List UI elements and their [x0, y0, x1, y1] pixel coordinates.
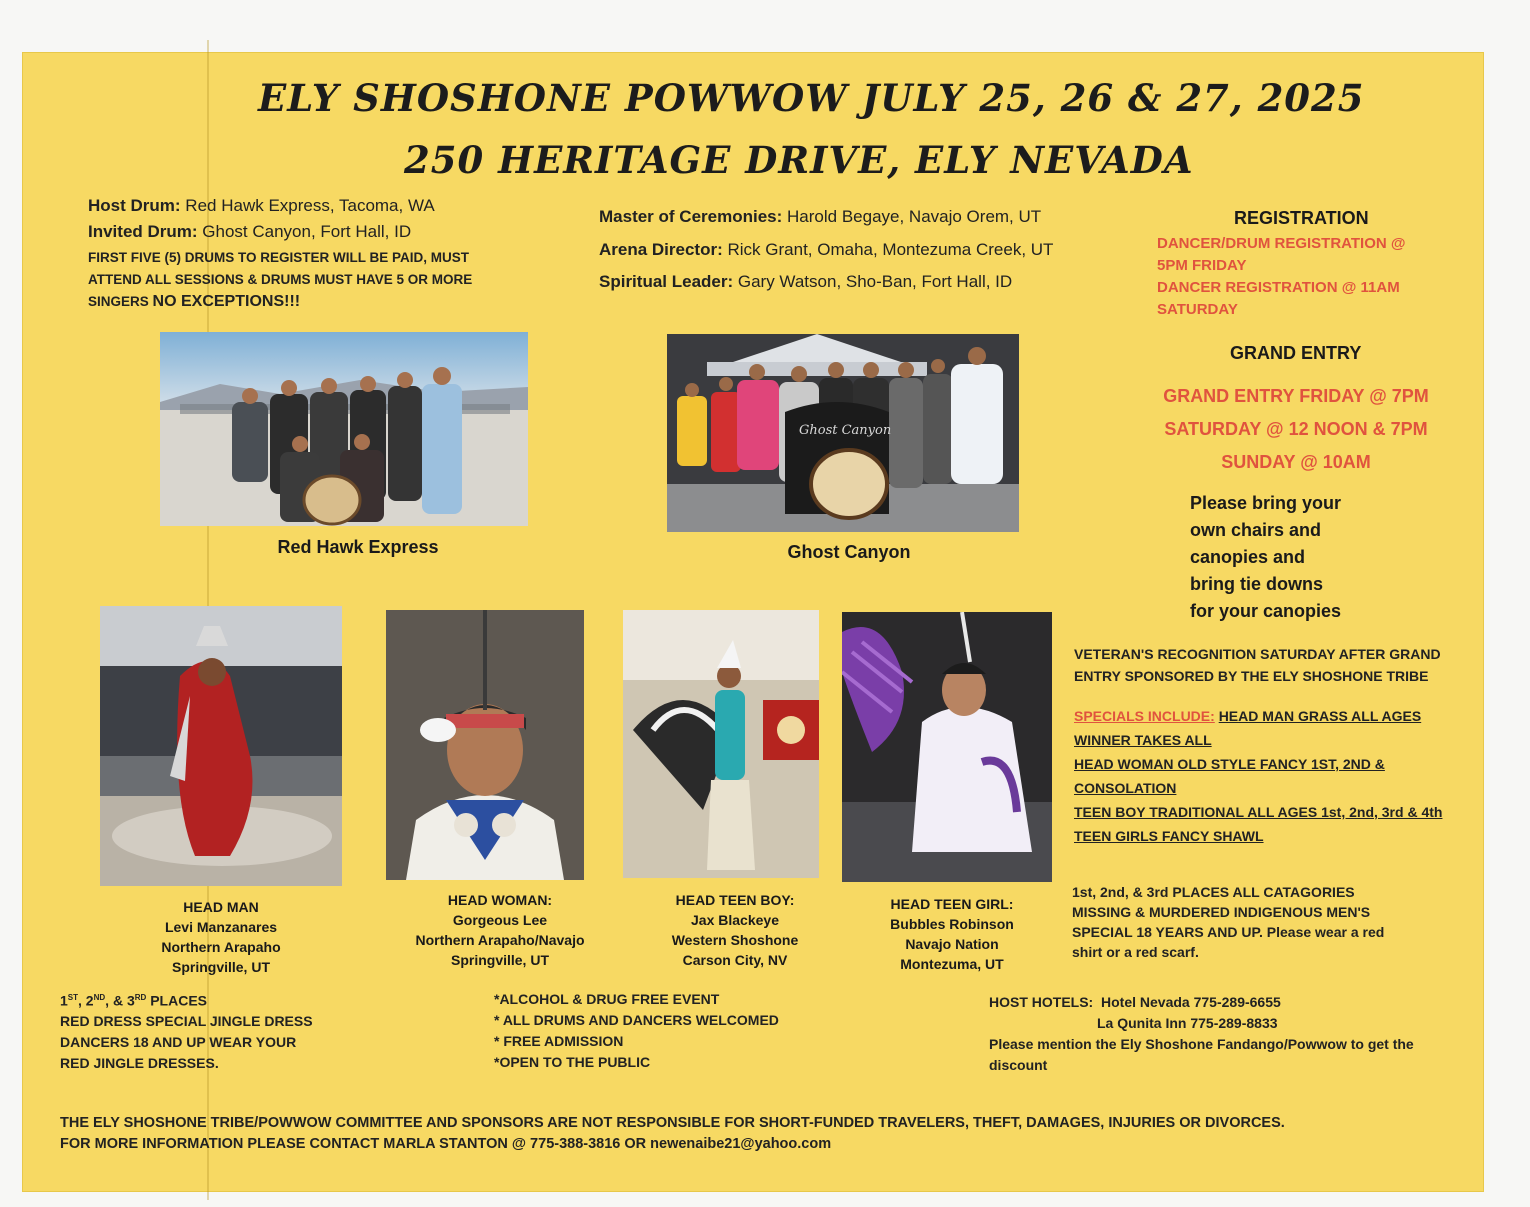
hotel-nevada: Hotel Nevada 775-289-6655 — [1101, 994, 1281, 1010]
event-note: *OPEN TO THE PUBLIC — [494, 1054, 651, 1070]
head-woman-title: HEAD WOMAN: — [447, 892, 553, 908]
title-line-1: ELY SHOSHONE POWWOW JULY 25, 26 & 27, 2025 — [258, 76, 1365, 120]
title-line-2: 250 HERITAGE DRIVE, ELY NEVADA — [404, 138, 1194, 182]
registration-details — [1157, 233, 1406, 321]
host-drum — [88, 194, 435, 218]
event-note: * FREE ADMISSION — [494, 1033, 624, 1049]
head-woman-caption — [386, 890, 614, 970]
mc-value: Harold Begaye, Navajo Orem, UT — [787, 207, 1042, 226]
head-teen-girl-photo — [842, 612, 1052, 882]
head-man-tribe: Northern Arapaho — [161, 939, 281, 955]
arena-label: Arena Director: — [599, 240, 723, 259]
registration-line: 5PM FRIDAY — [1157, 257, 1247, 274]
head-woman-tribe: Northern Arapaho/Navajo — [415, 932, 585, 948]
mc-label: Master of Ceremonies: — [599, 207, 783, 226]
head-teen-girl-caption — [842, 894, 1062, 974]
red-dress-places: 1ST, 2ND, & 3RD PLACES — [60, 992, 207, 1009]
head-teen-boy-caption — [623, 890, 847, 970]
ghost-canyon-photo — [667, 334, 1019, 532]
head-teen-boy-tribe: Western Shoshone — [671, 932, 799, 948]
event-notes — [494, 989, 779, 1073]
hotels-note: discount — [989, 1057, 1048, 1073]
chairs-note-line: own chairs and — [1190, 520, 1322, 540]
red-dress-line: DANCERS 18 AND UP WEAR YOUR — [60, 1033, 297, 1050]
red-dress-line: RED JINGLE DRESSES. — [60, 1054, 219, 1071]
contact-info: FOR MORE INFORMATION PLEASE CONTACT MARLA STANTON @ 775-388-3816 OR newenaibe21@yahoo.com — [60, 1136, 832, 1152]
drums-note-emphasis: NO EXCEPTIONS!!! — [152, 293, 301, 310]
grand-entry-line: SUNDAY @ 10AM — [1221, 452, 1371, 472]
head-teen-boy-photo — [623, 610, 819, 878]
drums-note-line: ATTEND ALL SESSIONS & DRUMS MUST HAVE 5 OR MORE — [88, 272, 473, 287]
grand-entry-heading: GRAND ENTRY — [1230, 343, 1362, 363]
host-drum-label: Host Drum: — [88, 196, 181, 215]
hotels-note: Please mention the Ely Shoshone Fandango/Powwow to get the — [989, 1036, 1414, 1052]
head-teen-boy-name: Jax Blackeye — [691, 912, 779, 928]
places-line: SPECIAL 18 YEARS AND UP. Please wear a red — [1072, 924, 1385, 940]
spiritual-value: Gary Watson, Sho-Ban, Fort Hall, ID — [737, 272, 1013, 291]
host-drum-value: Red Hawk Express, Tacoma, WA — [185, 196, 435, 215]
host-hotels — [989, 992, 1414, 1076]
specials-item: TEEN BOY TRADITIONAL ALL AGES 1st, 2nd, 3rd & 4th — [1074, 804, 1443, 820]
arena-director — [599, 238, 1053, 262]
head-teen-girl-tribe: Navajo Nation — [905, 936, 999, 952]
drums-note — [88, 247, 472, 313]
chairs-note-line: Please bring your — [1190, 493, 1342, 513]
head-woman-location: Springville, UT — [450, 952, 549, 968]
drums-note-line: SINGERS — [88, 294, 149, 309]
head-man-caption — [100, 897, 342, 977]
head-man-location: Springville, UT — [171, 959, 270, 975]
spiritual-label: Spiritual Leader: — [599, 272, 734, 291]
head-man-title: HEAD MAN — [183, 899, 259, 915]
specials-item: HEAD WOMAN OLD STYLE FANCY 1ST, 2ND & — [1074, 756, 1385, 772]
master-of-ceremonies — [599, 205, 1041, 229]
red-hawk-express-photo — [160, 332, 528, 526]
head-man-name: Levi Manzanares — [164, 919, 278, 935]
head-woman-name: Gorgeous Lee — [452, 912, 548, 928]
drums-note-line: FIRST FIVE (5) DRUMS TO REGISTER WILL BE PAID, MUST — [88, 250, 470, 265]
veterans-recognition — [1074, 643, 1441, 687]
veterans-line: VETERAN'S RECOGNITION SATURDAY AFTER GRAND — [1074, 646, 1441, 662]
disclaimer: THE ELY SHOSHONE TRIBE/POWWOW COMMITTEE AND SPONSORS ARE NOT RESPONSIBLE FOR SHORT-FUNDED TRAVELERS, THEFT, DAMAGES, INJURIES OR DIVORCES. — [60, 1115, 1285, 1131]
chairs-note — [1190, 490, 1341, 625]
red-dress-line: RED DRESS SPECIAL JINGLE DRESS — [60, 1012, 313, 1029]
specials — [1074, 704, 1442, 848]
event-note: *ALCOHOL & DRUG FREE EVENT — [494, 991, 720, 1007]
grand-entry-times — [1140, 380, 1452, 479]
specials-item: CONSOLATION — [1074, 780, 1177, 796]
arena-value: Rick Grant, Omaha, Montezuma Creek, UT — [727, 240, 1054, 259]
invited-drum-label: Invited Drum: — [88, 222, 198, 241]
places-line: MISSING & MURDERED INDIGENOUS MEN'S — [1072, 904, 1371, 920]
red-hawk-express-caption: Red Hawk Express — [277, 537, 439, 557]
veterans-line: ENTRY SPONSORED BY THE ELY SHOSHONE TRIBE — [1074, 668, 1429, 684]
ghost-canyon-inscription: Ghost Canyon — [799, 423, 892, 438]
chairs-note-line: canopies and — [1190, 547, 1306, 567]
places-line: shirt or a red scarf. — [1072, 944, 1199, 960]
grand-entry-line: GRAND ENTRY FRIDAY @ 7PM — [1163, 386, 1429, 406]
head-teen-boy-title: HEAD TEEN BOY: — [675, 892, 795, 908]
registration-line: SATURDAY — [1157, 301, 1238, 318]
specials-item: WINNER TAKES ALL — [1074, 732, 1212, 748]
places-note — [1072, 882, 1384, 962]
head-teen-girl-name: Bubbles Robinson — [890, 916, 1014, 932]
places-line: 1st, 2nd, & 3rd PLACES ALL CATAGORIES — [1072, 884, 1355, 900]
chairs-note-line: for your canopies — [1190, 601, 1342, 621]
head-teen-boy-location: Carson City, NV — [682, 952, 788, 968]
head-teen-girl-title: HEAD TEEN GIRL: — [890, 896, 1014, 912]
invited-drum — [88, 220, 411, 244]
head-teen-girl-location: Montezuma, UT — [900, 956, 1004, 972]
head-woman-photo — [386, 610, 584, 880]
specials-item: HEAD MAN GRASS ALL AGES — [1218, 708, 1422, 724]
event-note: * ALL DRUMS AND DANCERS WELCOMED — [494, 1012, 779, 1028]
specials-label: SPECIALS INCLUDE: — [1074, 708, 1215, 724]
chairs-note-line: bring tie downs — [1190, 574, 1323, 594]
hotel-la-quinta: La Qunita Inn 775-289-8833 — [1097, 1015, 1278, 1031]
hotels-label: HOST HOTELS: — [989, 994, 1094, 1010]
registration-heading: REGISTRATION — [1234, 208, 1369, 228]
head-man-photo — [100, 606, 342, 886]
invited-drum-value: Ghost Canyon, Fort Hall, ID — [202, 222, 412, 241]
spiritual-leader — [599, 270, 1012, 294]
grand-entry-line: SATURDAY @ 12 NOON & 7PM — [1164, 419, 1428, 439]
specials-item: TEEN GIRLS FANCY SHAWL — [1074, 828, 1264, 844]
registration-line: DANCER/DRUM REGISTRATION @ — [1157, 235, 1406, 252]
ghost-canyon-caption: Ghost Canyon — [787, 542, 911, 562]
registration-line: DANCER REGISTRATION @ 11AM — [1157, 279, 1400, 296]
red-dress-special — [60, 988, 313, 1074]
